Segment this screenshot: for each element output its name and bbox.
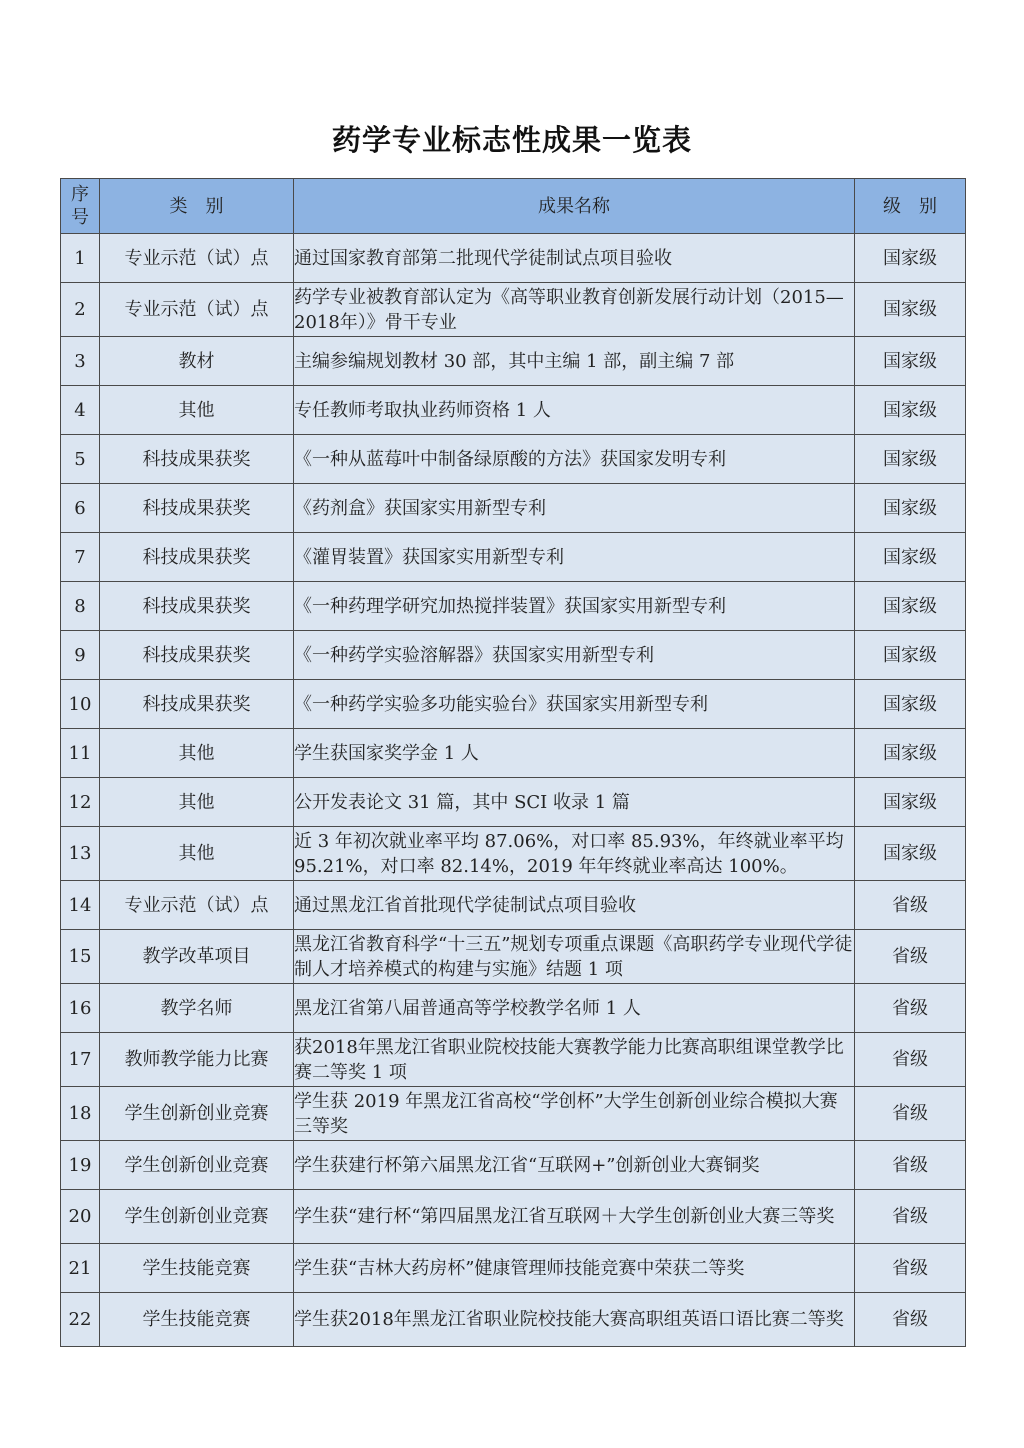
row-category: 学生技能竞赛 [100,1244,294,1293]
header-name: 成果名称 [294,179,855,234]
row-index: 22 [61,1293,100,1347]
row-name: 学生获建行杯第六届黑龙江省“互联网+”创新创业大赛铜奖 [294,1141,855,1190]
row-category: 科技成果获奖 [100,533,294,582]
row-index: 19 [61,1141,100,1190]
table-row [61,729,966,778]
page-title: 药学专业标志性成果一览表 [331,123,692,157]
row-category: 科技成果获奖 [100,484,294,533]
row-category: 科技成果获奖 [100,435,294,484]
row-name: 获2018年黑龙江省职业院校技能大赛教学能力比赛高职组课堂教学比赛二等奖 1 项 [294,1033,855,1087]
row-index: 20 [61,1190,100,1244]
row-level: 国家级 [855,680,966,729]
row-index: 10 [61,680,100,729]
row-category: 教师教学能力比赛 [100,1033,294,1087]
row-level: 省级 [855,881,966,930]
row-index: 21 [61,1244,100,1293]
row-category: 学生创新创业竞赛 [100,1141,294,1190]
row-name: 通过国家教育部第二批现代学徒制试点项目验收 [294,234,855,283]
row-name: 公开发表论文 31 篇，其中 SCI 收录 1 篇 [294,778,855,827]
row-category: 学生创新创业竞赛 [100,1087,294,1141]
row-level: 国家级 [855,435,966,484]
table-row [61,484,966,533]
row-category: 科技成果获奖 [100,582,294,631]
row-category: 其他 [100,386,294,435]
header-category: 类 别 [100,179,294,234]
row-category: 专业示范（试）点 [100,283,294,337]
row-name: 《一种药学实验溶解器》获国家实用新型专利 [294,631,855,680]
row-level: 国家级 [855,484,966,533]
row-name: 药学专业被教育部认定为《高等职业教育创新发展行动计划（2015—2018年）》骨干专业 [294,283,855,337]
row-level: 国家级 [855,283,966,337]
row-name: 《一种药学实验多功能实验台》获国家实用新型专利 [294,680,855,729]
header-level: 级 别 [855,179,966,234]
table-row [61,1087,966,1141]
table-row [61,1293,966,1347]
table-row [61,386,966,435]
row-name: 主编参编规划教材 30 部，其中主编 1 部，副主编 7 部 [294,337,855,386]
row-level: 国家级 [855,729,966,778]
row-category: 其他 [100,827,294,881]
row-index: 3 [61,337,100,386]
row-index: 11 [61,729,100,778]
table-row [61,881,966,930]
row-category: 科技成果获奖 [100,680,294,729]
row-level: 国家级 [855,827,966,881]
row-index: 2 [61,283,100,337]
row-index: 18 [61,1087,100,1141]
table-row [61,631,966,680]
row-index: 12 [61,778,100,827]
row-level: 国家级 [855,533,966,582]
table-row [61,337,966,386]
row-name: 《灌胃装置》获国家实用新型专利 [294,533,855,582]
table-row [61,984,966,1033]
row-level: 国家级 [855,386,966,435]
table-row [61,1033,966,1087]
row-level: 省级 [855,1141,966,1190]
table-row [61,234,966,283]
table-row [61,582,966,631]
row-level: 省级 [855,1293,966,1347]
table-row [61,435,966,484]
row-index: 4 [61,386,100,435]
row-index: 7 [61,533,100,582]
table-row [61,1141,966,1190]
row-level: 省级 [855,984,966,1033]
table-row [61,827,966,881]
row-category: 科技成果获奖 [100,631,294,680]
table-row [61,1244,966,1293]
row-name: 通过黑龙江省首批现代学徒制试点项目验收 [294,881,855,930]
header-index: 序 号 [61,179,100,234]
row-category: 专业示范（试）点 [100,234,294,283]
row-index: 13 [61,827,100,881]
row-index: 8 [61,582,100,631]
row-index: 5 [61,435,100,484]
row-category: 教材 [100,337,294,386]
row-category: 教学改革项目 [100,930,294,984]
row-category: 学生技能竞赛 [100,1293,294,1347]
row-name: 《一种药理学研究加热搅拌装置》获国家实用新型专利 [294,582,855,631]
row-category: 其他 [100,729,294,778]
row-index: 14 [61,881,100,930]
row-index: 6 [61,484,100,533]
row-index: 9 [61,631,100,680]
table-header-row [61,179,966,234]
row-level: 省级 [855,1033,966,1087]
table-row [61,680,966,729]
row-name: 黑龙江省教育科学“十三五”规划专项重点课题《高职药学专业现代学徒制人才培养模式的构建与实施》结题 1 项 [294,930,855,984]
row-level: 省级 [855,1190,966,1244]
table-row [61,283,966,337]
row-category: 教学名师 [100,984,294,1033]
row-name: 学生获2018年黑龙江省职业院校技能大赛高职组英语口语比赛二等奖 [294,1293,855,1347]
row-level: 国家级 [855,337,966,386]
row-name: 学生获国家奖学金 1 人 [294,729,855,778]
table-row [61,1190,966,1244]
row-index: 16 [61,984,100,1033]
table-row [61,930,966,984]
results-table [60,178,966,1347]
table-row [61,533,966,582]
row-index: 17 [61,1033,100,1087]
row-name: 学生获 2019 年黑龙江省高校“学创杯”大学生创新创业综合模拟大赛三等奖 [294,1087,855,1141]
row-name: 近 3 年初次就业率平均 87.06%，对口率 85.93%，年终就业率平均 95.21%，对口率 82.14%，2019 年年终就业率高达 100%。 [294,827,855,881]
row-level: 国家级 [855,582,966,631]
row-level: 省级 [855,1087,966,1141]
row-index: 1 [61,234,100,283]
row-name: 《药剂盒》获国家实用新型专利 [294,484,855,533]
row-level: 国家级 [855,234,966,283]
row-name: 专任教师考取执业药师资格 1 人 [294,386,855,435]
row-name: 学生获“建行杯“第四届黑龙江省互联网＋大学生创新创业大赛三等奖 [294,1190,855,1244]
row-category: 其他 [100,778,294,827]
row-name: 《一种从蓝莓叶中制备绿原酸的方法》获国家发明专利 [294,435,855,484]
table-row [61,778,966,827]
row-level: 省级 [855,930,966,984]
row-name: 学生获“吉林大药房杯”健康管理师技能竞赛中荣获二等奖 [294,1244,855,1293]
table-body [61,234,966,1347]
row-level: 省级 [855,1244,966,1293]
row-name: 黑龙江省第八届普通高等学校教学名师 1 人 [294,984,855,1033]
row-category: 学生创新创业竞赛 [100,1190,294,1244]
row-category: 专业示范（试）点 [100,881,294,930]
row-level: 国家级 [855,631,966,680]
row-level: 国家级 [855,778,966,827]
row-index: 15 [61,930,100,984]
